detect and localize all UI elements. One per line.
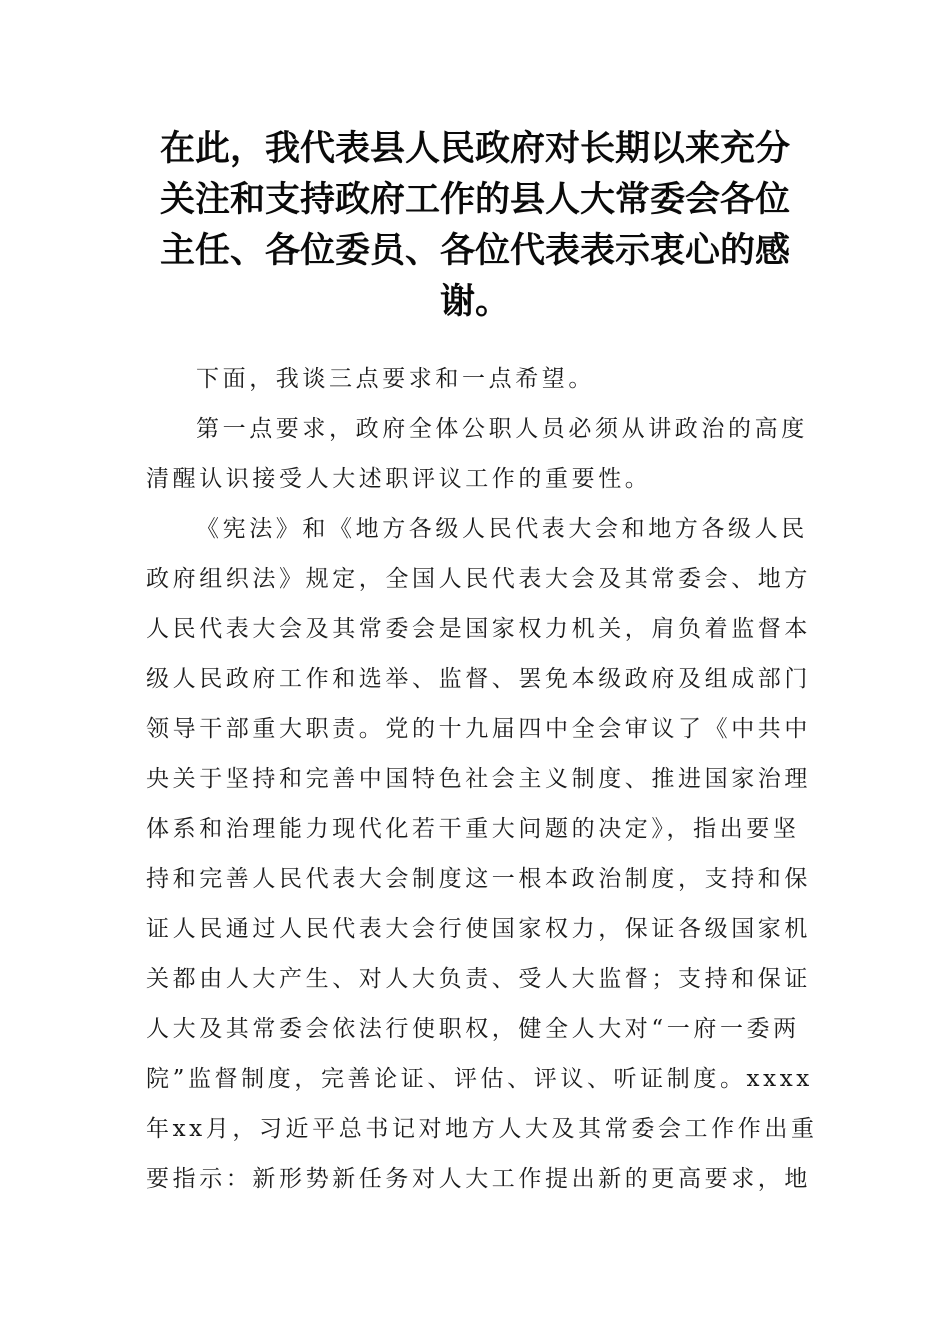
text-line: 年xx月，习近平总书记对地方人大及其常委会工作作出重 [146, 1116, 818, 1142]
text-line: 人民代表大会及其常委会是国家权力机关，肩负着监督本 [146, 616, 811, 642]
text-line: 下面，我谈三点要求和一点希望。 [196, 366, 595, 392]
text-line: 关都由人大产生、对人大负责、受人大监督；支持和保证 [146, 966, 811, 992]
paragraph-constitution [146, 504, 818, 1204]
title-line: 关注和支持政府工作的县人大常委会各位 [159, 180, 790, 220]
document-title [150, 124, 800, 328]
text-line: 央关于坚持和完善中国特色社会主义制度、推进国家治理 [146, 766, 811, 792]
text-line: 政府组织法》规定，全国人民代表大会及其常委会、地方 [146, 566, 811, 592]
document-body [146, 354, 818, 1204]
text-line: 清醒认识接受人大述职评议工作的重要性。 [146, 466, 652, 492]
text-line: 领导干部重大职责。党的十九届四中全会审议了《中共中 [146, 716, 811, 742]
text-line: 院”监督制度，完善论证、评估、评议、听证制度。xxxx [146, 1066, 813, 1092]
text-line: 第一点要求，政府全体公职人员必须从讲政治的高度 [196, 416, 808, 442]
paragraph-intro [146, 354, 806, 404]
text-line: 体系和治理能力现代化若干重大问题的决定》，指出要坚 [146, 816, 800, 842]
title-line: 主任、各位委员、各位代表表示衷心的感 [159, 231, 790, 271]
title-line: 谢。 [439, 282, 510, 322]
text-line: 人大及其常委会依法行使职权，健全人大对“一府一委两 [146, 1016, 800, 1042]
paragraph-first-requirement [146, 404, 806, 504]
text-line: 要指示：新形势新任务对人大工作提出新的更高要求，地 [146, 1166, 811, 1192]
text-line: 证人民通过人民代表大会行使国家权力，保证各级国家机 [146, 916, 811, 942]
text-line: 级人民政府工作和选举、监督、罢免本级政府及组成部门 [146, 666, 811, 692]
text-line: 《宪法》和《地方各级人民代表大会和地方各级人民 [196, 516, 808, 542]
title-line: 在此，我代表县人民政府对长期以来充分 [159, 129, 790, 169]
text-line: 持和完善人民代表大会制度这一根本政治制度，支持和保 [146, 866, 811, 892]
